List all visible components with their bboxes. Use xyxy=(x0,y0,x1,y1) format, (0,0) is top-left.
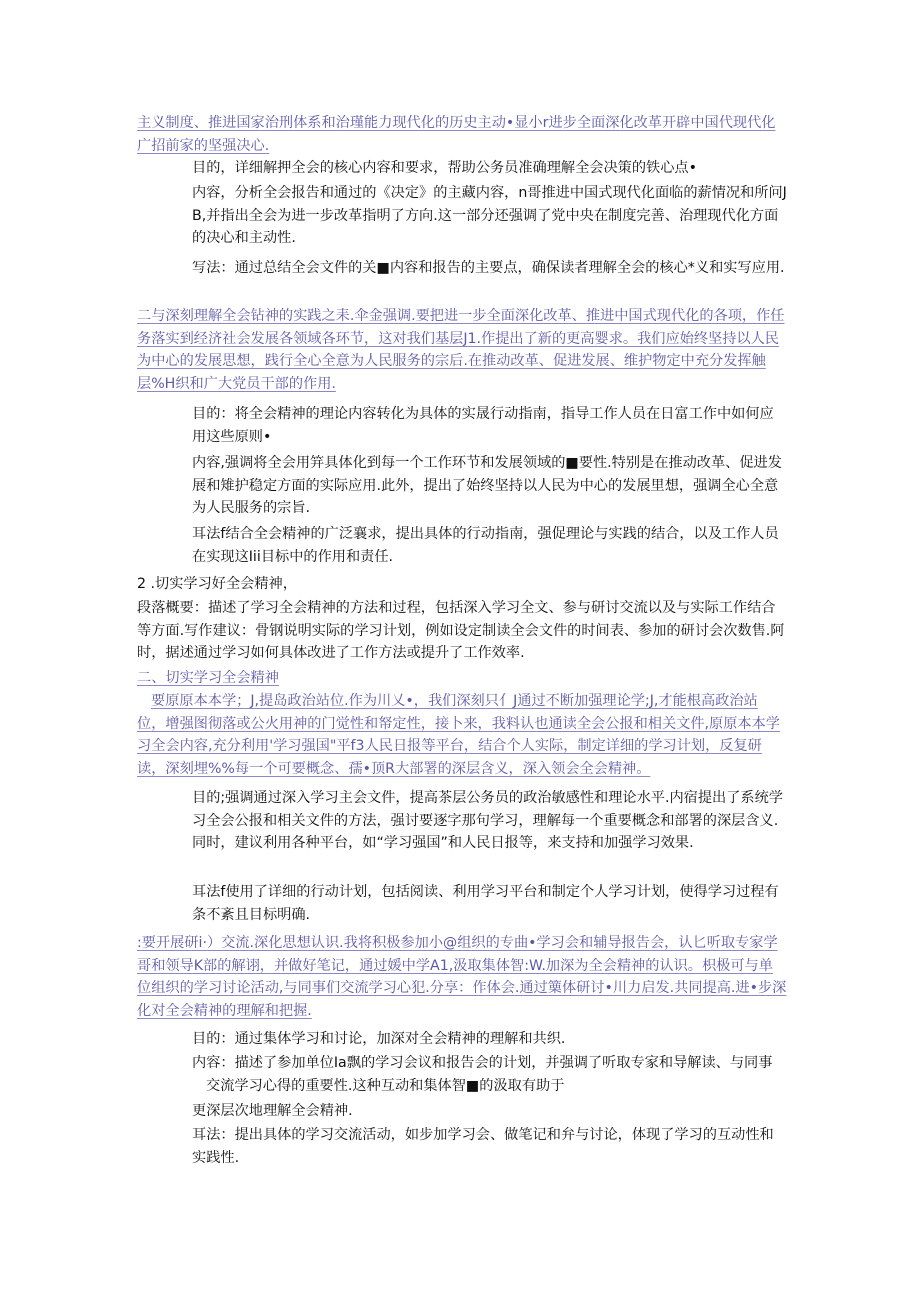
paragraph-method-2: 耳法f结合全会精神的广泛襄求，提出具体的行动指南，强促理论与实践的结合，以及工作人员在实现这Iii目标中的作用和责任. xyxy=(192,526,779,565)
paragraph-purpose-1: 目的，详细解押全会的核心内容和要求，帮助公务员准确理解全会决策的铁心点• xyxy=(192,160,697,176)
paragraph-content-4-continued: 更深层次地理解全会精神. xyxy=(192,1103,353,1119)
paragraph-study-quote: 要原原本本学；J,提岛政治站位.作为川乂•，我们深刻只亻J通过不断加强理论学;J,才能根高政治站位，增强图彻落或公火用神的门觉性和帑定性，接卜来，我料认也通读全会公报和相关文件,原原本本学习全会内容,充分利用'学习强国"平f3人民日报等平台，结合个人实际，制定详细的学习计划，反复研读，深刻埋%%每一个可要概念、孺•顶R大部署的深层含义，深入领会全会精神。 xyxy=(137,693,780,777)
paragraph-purpose-2: 目的：将全会精神的理论内容转化为具体的实晟行动指南，指导工作人员在日富工作中如何应用这些原则• xyxy=(192,406,774,445)
paragraph-method-3: 耳法f使用了详细的行动计划，包括阅读、利用学习平台和制定个人学习计划，使得学习过程有条不紊且目标明确. xyxy=(192,884,779,923)
paragraph-intro-quote: 主义制度、推进国家治刑体系和治瑾能力现代化的历史主动•显小r进步全面深化改革开辟中国代现代化广招前家的坚强决心. xyxy=(137,115,776,154)
paragraph-content-1: 内容，分析全会报告和通过的《决定》的主藏内容，n哥推进中国式现代化面临的薪情况和所问JB,并指出全会为进一步改革指明了方向.这一部分还强调了党中央在制度完善、治理现代化方面的决心和主动性. xyxy=(192,185,787,246)
paragraph-content-4: 内容：描述了参加单位Ia飘的学习会议和报告会的计划，并强调了听取专家和导解读、与同事交流学习心得的重要性.这种互动和集体智■的汲取有助于 xyxy=(192,1055,773,1094)
paragraph-purpose-4: 目的：通过集体学习和讨论，加深对全会精神的理解和共织. xyxy=(192,1031,566,1047)
paragraph-method-1: 写法：通过总结全会文件的关■内容和报告的主要点，确保读者理解全会的核心*义和实写应用. xyxy=(192,260,785,276)
section-heading-2: 2 .切实学习好全会精神， xyxy=(137,576,297,592)
paragraph-method-4: 耳法：提出具体的学习交流活动，如步加学习会、做笔记和弁与讨论，体现了学习的互动性和实践性. xyxy=(192,1127,774,1166)
paragraph-purpose-3: 目的;强调通过深入学习主会文件，提高茶层公务员的政治敏感性和理论水平.内宿提出了系统学习全会公报和相关文件的方法，强讨要逐字那句学习，理解每一个重要概念和部署的深层含义.同时，建议利用各种平台，如“学习强国”和人民日报等，来支持和加强学习效果. xyxy=(192,790,783,851)
section-heading-study-quote: 二、切实学习全会精神 xyxy=(137,670,279,686)
paragraph-exchange-quote: :要开展研i·）交流.深化思想认识.我将积极参加小@组织的专曲•学习会和辅导报告会，认匕听取专家学哥和领导K部的解诩，并做好笔记，通过媛中学A1,汲取集体智:W.加深为全会精神的认识。枳极可与单位组织的学习讨论活动,与同事们交流学习心犯.分享：作体会.通过篥体研讨•川力启发.共同提高.进•步深化对全会精神的理解和把握. xyxy=(137,935,787,1019)
paragraph-practice-quote: 二与深刻理解全会钻神的实践之耒.伞金强调.要把进一步全面深化改革、推进中国式现代化的各项，作任务落实到经济社会发展各领域各环节，这对我们基层J1.作提出了新的更高婴求。我们应始终坚持以人民为中心的发展思想，践行全心全意为人民服务的宗后.在推动改革、促进发展、维护物定中充分发挥触层%H织和广大党员干部的作用. xyxy=(137,308,785,392)
paragraph-summary: 段落概要：描述了学习全会精神的方法和过程，包括深入学习全文、参与研讨交流以及与实际工作结合等方面.写作建议：骨钢说明实际的学习计划，例如设定制读全会文件的时间表、参加的研讨会次数售.阿时，据述通过学习如何具体改进了工作方法或提升了工作效率. xyxy=(137,600,785,661)
paragraph-content-2: 内容,强调将全会用笄具体化到每一个工作环节和发展领域的■要性.特别是在推动改革、促进发展和雉护稳定方面的实际应用.此外，提出了始终坚持以人民为中心的发展里想，强调全心全意为人民服务的宗旨. xyxy=(192,455,782,516)
